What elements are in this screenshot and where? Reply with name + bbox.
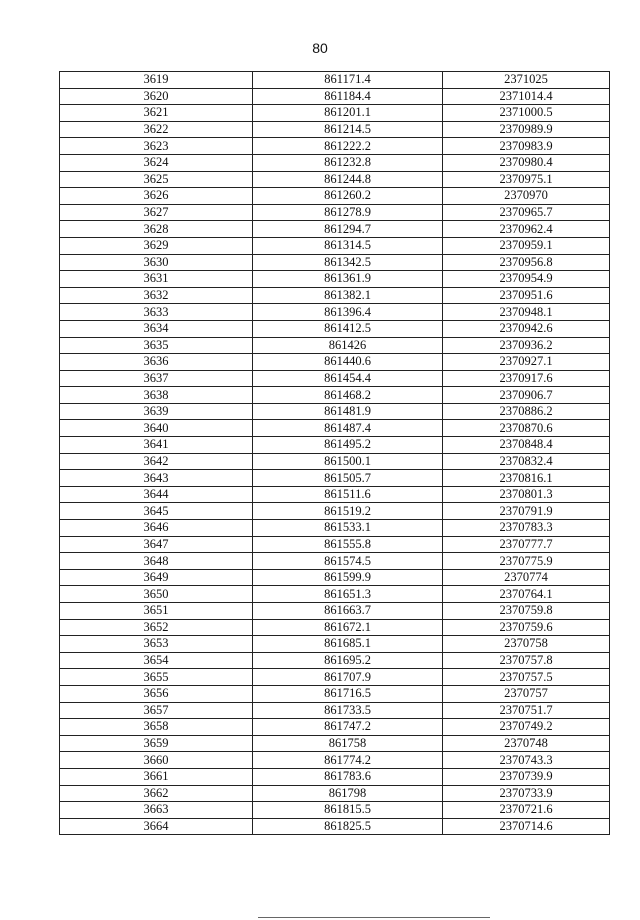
x-coordinate-cell: 861511.6 <box>253 486 443 503</box>
table-row <box>60 486 610 503</box>
point-number-cell: 3638 <box>60 387 253 404</box>
point-number-cell: 3636 <box>60 354 253 371</box>
table-row <box>60 354 610 371</box>
x-coordinate-cell: 861184.4 <box>253 88 443 105</box>
table-row <box>60 619 610 636</box>
x-coordinate-cell: 861758 <box>253 735 443 752</box>
x-coordinate-cell: 861707.9 <box>253 669 443 686</box>
table-row <box>60 685 610 702</box>
point-number-cell: 3626 <box>60 188 253 205</box>
y-coordinate-cell: 2370764.1 <box>443 586 610 603</box>
point-number-cell: 3628 <box>60 221 253 238</box>
x-coordinate-cell: 861533.1 <box>253 520 443 537</box>
table-row <box>60 138 610 155</box>
y-coordinate-cell: 2370757.8 <box>443 652 610 669</box>
x-coordinate-cell: 861232.8 <box>253 154 443 171</box>
y-coordinate-cell: 2370832.4 <box>443 453 610 470</box>
point-number-cell: 3663 <box>60 802 253 819</box>
x-coordinate-cell: 861244.8 <box>253 171 443 188</box>
table-row <box>60 470 610 487</box>
table-row <box>60 88 610 105</box>
page-number: 80 <box>312 40 328 56</box>
y-coordinate-cell: 2370954.9 <box>443 271 610 288</box>
x-coordinate-cell: 861505.7 <box>253 470 443 487</box>
point-number-cell: 3639 <box>60 403 253 420</box>
point-number-cell: 3654 <box>60 652 253 669</box>
x-coordinate-cell: 861495.2 <box>253 437 443 454</box>
coordinates-table <box>59 71 610 835</box>
x-coordinate-cell: 861426 <box>253 337 443 354</box>
point-number-cell: 3651 <box>60 603 253 620</box>
y-coordinate-cell: 2371000.5 <box>443 105 610 122</box>
table-row <box>60 453 610 470</box>
x-coordinate-cell: 861651.3 <box>253 586 443 603</box>
point-number-cell: 3624 <box>60 154 253 171</box>
y-coordinate-cell: 2370948.1 <box>443 304 610 321</box>
y-coordinate-cell: 2370775.9 <box>443 553 610 570</box>
x-coordinate-cell: 861481.9 <box>253 403 443 420</box>
table-row <box>60 785 610 802</box>
y-coordinate-cell: 2370816.1 <box>443 470 610 487</box>
table-row <box>60 121 610 138</box>
y-coordinate-cell: 2370743.3 <box>443 752 610 769</box>
y-coordinate-cell: 2370774 <box>443 569 610 586</box>
point-number-cell: 3648 <box>60 553 253 570</box>
x-coordinate-cell: 861412.5 <box>253 320 443 337</box>
table-row <box>60 719 610 736</box>
y-coordinate-cell: 2370714.6 <box>443 818 610 835</box>
point-number-cell: 3623 <box>60 138 253 155</box>
table-row <box>60 237 610 254</box>
y-coordinate-cell: 2370906.7 <box>443 387 610 404</box>
y-coordinate-cell: 2370927.1 <box>443 354 610 371</box>
table-row <box>60 652 610 669</box>
point-number-cell: 3634 <box>60 320 253 337</box>
point-number-cell: 3649 <box>60 569 253 586</box>
point-number-cell: 3619 <box>60 72 253 89</box>
y-coordinate-cell: 2371014.4 <box>443 88 610 105</box>
x-coordinate-cell: 861342.5 <box>253 254 443 271</box>
table-row <box>60 702 610 719</box>
table-row <box>60 72 610 89</box>
x-coordinate-cell: 861278.9 <box>253 204 443 221</box>
table-row <box>60 403 610 420</box>
x-coordinate-cell: 861747.2 <box>253 719 443 736</box>
point-number-cell: 3621 <box>60 105 253 122</box>
y-coordinate-cell: 2370758 <box>443 636 610 653</box>
x-coordinate-cell: 861695.2 <box>253 652 443 669</box>
point-number-cell: 3640 <box>60 420 253 437</box>
point-number-cell: 3631 <box>60 271 253 288</box>
point-number-cell: 3646 <box>60 520 253 537</box>
x-coordinate-cell: 861171.4 <box>253 72 443 89</box>
point-number-cell: 3629 <box>60 237 253 254</box>
x-coordinate-cell: 861663.7 <box>253 603 443 620</box>
y-coordinate-cell: 2370989.9 <box>443 121 610 138</box>
point-number-cell: 3630 <box>60 254 253 271</box>
point-number-cell: 3622 <box>60 121 253 138</box>
table-row <box>60 636 610 653</box>
x-coordinate-cell: 861716.5 <box>253 685 443 702</box>
x-coordinate-cell: 861468.2 <box>253 387 443 404</box>
y-coordinate-cell: 2370848.4 <box>443 437 610 454</box>
y-coordinate-cell: 2370870.6 <box>443 420 610 437</box>
x-coordinate-cell: 861574.5 <box>253 553 443 570</box>
point-number-cell: 3633 <box>60 304 253 321</box>
y-coordinate-cell: 2370801.3 <box>443 486 610 503</box>
y-coordinate-cell: 2370956.8 <box>443 254 610 271</box>
table-row <box>60 320 610 337</box>
x-coordinate-cell: 861294.7 <box>253 221 443 238</box>
x-coordinate-cell: 861487.4 <box>253 420 443 437</box>
y-coordinate-cell: 2370886.2 <box>443 403 610 420</box>
table-row <box>60 154 610 171</box>
x-coordinate-cell: 861825.5 <box>253 818 443 835</box>
x-coordinate-cell: 861774.2 <box>253 752 443 769</box>
y-coordinate-cell: 2371025 <box>443 72 610 89</box>
table-row <box>60 603 610 620</box>
point-number-cell: 3656 <box>60 685 253 702</box>
y-coordinate-cell: 2370759.6 <box>443 619 610 636</box>
point-number-cell: 3655 <box>60 669 253 686</box>
y-coordinate-cell: 2370942.6 <box>443 320 610 337</box>
point-number-cell: 3627 <box>60 204 253 221</box>
point-number-cell: 3660 <box>60 752 253 769</box>
x-coordinate-cell: 861314.5 <box>253 237 443 254</box>
x-coordinate-cell: 861396.4 <box>253 304 443 321</box>
table-row <box>60 370 610 387</box>
point-number-cell: 3645 <box>60 503 253 520</box>
y-coordinate-cell: 2370917.6 <box>443 370 610 387</box>
point-number-cell: 3650 <box>60 586 253 603</box>
x-coordinate-cell: 861685.1 <box>253 636 443 653</box>
y-coordinate-cell: 2370951.6 <box>443 287 610 304</box>
y-coordinate-cell: 2370751.7 <box>443 702 610 719</box>
point-number-cell: 3641 <box>60 437 253 454</box>
y-coordinate-cell: 2370983.9 <box>443 138 610 155</box>
table-row <box>60 586 610 603</box>
table-row <box>60 271 610 288</box>
x-coordinate-cell: 861214.5 <box>253 121 443 138</box>
table-row <box>60 520 610 537</box>
point-number-cell: 3620 <box>60 88 253 105</box>
point-number-cell: 3664 <box>60 818 253 835</box>
point-number-cell: 3657 <box>60 702 253 719</box>
table-row <box>60 204 610 221</box>
point-number-cell: 3637 <box>60 370 253 387</box>
table-row <box>60 768 610 785</box>
x-coordinate-cell: 861201.1 <box>253 105 443 122</box>
x-coordinate-cell: 861382.1 <box>253 287 443 304</box>
point-number-cell: 3632 <box>60 287 253 304</box>
x-coordinate-cell: 861599.9 <box>253 569 443 586</box>
point-number-cell: 3642 <box>60 453 253 470</box>
y-coordinate-cell: 2370759.8 <box>443 603 610 620</box>
y-coordinate-cell: 2370975.1 <box>443 171 610 188</box>
x-coordinate-cell: 861815.5 <box>253 802 443 819</box>
y-coordinate-cell: 2370970 <box>443 188 610 205</box>
point-number-cell: 3661 <box>60 768 253 785</box>
footer-rule <box>258 917 490 918</box>
x-coordinate-cell: 861260.2 <box>253 188 443 205</box>
table-row <box>60 221 610 238</box>
x-coordinate-cell: 861519.2 <box>253 503 443 520</box>
table-row <box>60 105 610 122</box>
y-coordinate-cell: 2370783.3 <box>443 520 610 537</box>
point-number-cell: 3653 <box>60 636 253 653</box>
table-row <box>60 171 610 188</box>
point-number-cell: 3643 <box>60 470 253 487</box>
table-row <box>60 387 610 404</box>
y-coordinate-cell: 2370757 <box>443 685 610 702</box>
y-coordinate-cell: 2370757.5 <box>443 669 610 686</box>
point-number-cell: 3647 <box>60 536 253 553</box>
x-coordinate-cell: 861798 <box>253 785 443 802</box>
x-coordinate-cell: 861454.4 <box>253 370 443 387</box>
x-coordinate-cell: 861440.6 <box>253 354 443 371</box>
table-row <box>60 802 610 819</box>
point-number-cell: 3658 <box>60 719 253 736</box>
table-row <box>60 304 610 321</box>
point-number-cell: 3659 <box>60 735 253 752</box>
x-coordinate-cell: 861555.8 <box>253 536 443 553</box>
y-coordinate-cell: 2370749.2 <box>443 719 610 736</box>
point-number-cell: 3625 <box>60 171 253 188</box>
y-coordinate-cell: 2370962.4 <box>443 221 610 238</box>
table-row <box>60 569 610 586</box>
coordinates-table-body <box>60 72 610 835</box>
point-number-cell: 3635 <box>60 337 253 354</box>
y-coordinate-cell: 2370936.2 <box>443 337 610 354</box>
table-row <box>60 818 610 835</box>
y-coordinate-cell: 2370777.7 <box>443 536 610 553</box>
y-coordinate-cell: 2370733.9 <box>443 785 610 802</box>
table-row <box>60 536 610 553</box>
table-row <box>60 287 610 304</box>
point-number-cell: 3644 <box>60 486 253 503</box>
y-coordinate-cell: 2370959.1 <box>443 237 610 254</box>
table-row <box>60 337 610 354</box>
table-row <box>60 254 610 271</box>
y-coordinate-cell: 2370748 <box>443 735 610 752</box>
table-row <box>60 735 610 752</box>
table-row <box>60 669 610 686</box>
y-coordinate-cell: 2370965.7 <box>443 204 610 221</box>
y-coordinate-cell: 2370739.9 <box>443 768 610 785</box>
point-number-cell: 3652 <box>60 619 253 636</box>
table-row <box>60 437 610 454</box>
x-coordinate-cell: 861222.2 <box>253 138 443 155</box>
x-coordinate-cell: 861733.5 <box>253 702 443 719</box>
y-coordinate-cell: 2370721.6 <box>443 802 610 819</box>
table-row <box>60 752 610 769</box>
x-coordinate-cell: 861672.1 <box>253 619 443 636</box>
x-coordinate-cell: 861783.6 <box>253 768 443 785</box>
table-row <box>60 503 610 520</box>
y-coordinate-cell: 2370980.4 <box>443 154 610 171</box>
x-coordinate-cell: 861361.9 <box>253 271 443 288</box>
x-coordinate-cell: 861500.1 <box>253 453 443 470</box>
point-number-cell: 3662 <box>60 785 253 802</box>
table-row <box>60 188 610 205</box>
table-row <box>60 420 610 437</box>
table-row <box>60 553 610 570</box>
y-coordinate-cell: 2370791.9 <box>443 503 610 520</box>
